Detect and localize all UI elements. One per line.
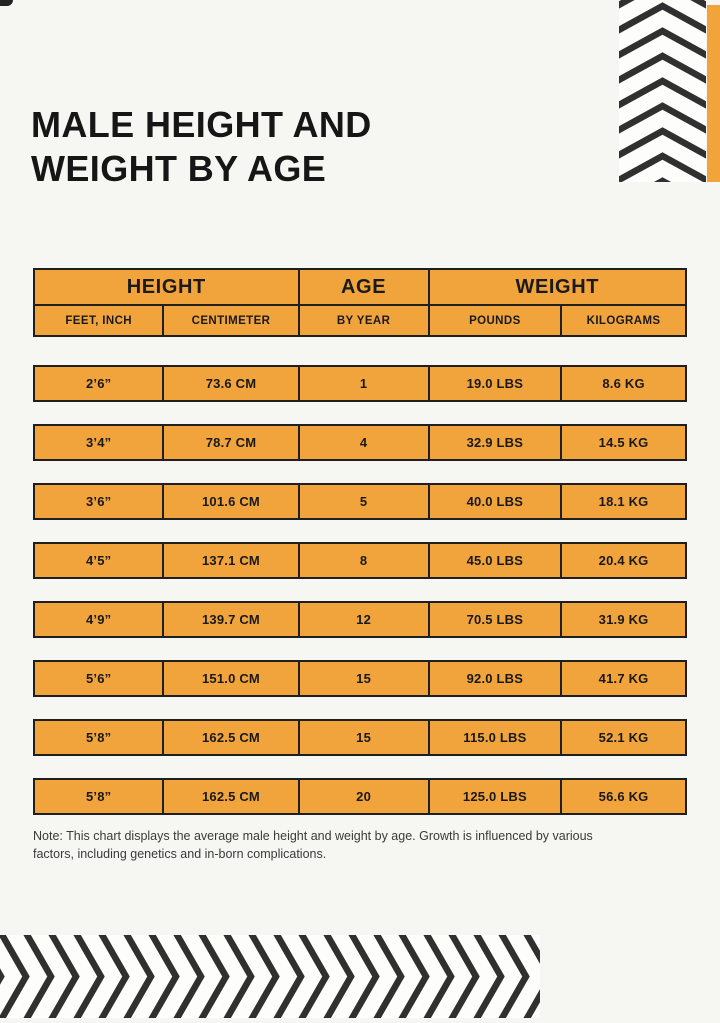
- cell-centimeter: 139.7 CM: [162, 603, 297, 636]
- cell-centimeter: 162.5 CM: [162, 721, 297, 754]
- chevron-right-pattern-icon: [0, 935, 540, 1018]
- cell-pounds: 115.0 LBS: [428, 721, 561, 754]
- cell-age: 15: [298, 662, 428, 695]
- header-group-height: HEIGHT: [126, 275, 206, 298]
- cell-pounds: 40.0 LBS: [428, 485, 561, 518]
- orange-accent-bar: [707, 5, 720, 182]
- cell-pounds: 125.0 LBS: [428, 780, 561, 813]
- cell-pounds: 19.0 LBS: [428, 367, 561, 400]
- header-group-age: AGE: [298, 270, 428, 304]
- cell-kilograms: 14.5 KG: [560, 426, 685, 459]
- header-col-kilograms: KILOGRAMS: [560, 306, 685, 335]
- cell-feet-inch: 2’6”: [86, 376, 112, 391]
- cell-feet-inch: 5’6”: [86, 671, 112, 686]
- chevron-up-pattern-icon: [619, 0, 706, 182]
- footnote: Note: This chart displays the average male height and weight by age. Growth is influenced by various factors, including genetics and in-born complications.: [33, 829, 593, 861]
- table-row: [33, 542, 687, 579]
- header-col-centimeter: CENTIMETER: [162, 306, 297, 335]
- header-col-feet-inch: FEET, INCH: [65, 314, 132, 327]
- cell-pounds: 45.0 LBS: [428, 544, 561, 577]
- table-row: [33, 483, 687, 520]
- cell-kilograms: 18.1 KG: [560, 485, 685, 518]
- cell-age: 15: [298, 721, 428, 754]
- cell-kilograms: 41.7 KG: [560, 662, 685, 695]
- cell-pounds: 70.5 LBS: [428, 603, 561, 636]
- cell-kilograms: 20.4 KG: [560, 544, 685, 577]
- cell-age: 8: [298, 544, 428, 577]
- cell-kilograms: 31.9 KG: [560, 603, 685, 636]
- cell-kilograms: 8.6 KG: [560, 367, 685, 400]
- cell-age: 20: [298, 780, 428, 813]
- page-title-line1: MALE HEIGHT AND: [31, 104, 372, 145]
- height-weight-table: [33, 268, 687, 815]
- table-row: [33, 660, 687, 697]
- cell-feet-inch: 5’8”: [86, 730, 112, 745]
- cell-age: 4: [298, 426, 428, 459]
- table-row: [33, 424, 687, 461]
- cell-centimeter: 73.6 CM: [162, 367, 297, 400]
- page-title-line2: WEIGHT BY AGE: [31, 148, 327, 189]
- cell-pounds: 32.9 LBS: [428, 426, 561, 459]
- cell-age: 1: [298, 367, 428, 400]
- header-col-pounds: POUNDS: [428, 306, 561, 335]
- cell-centimeter: 137.1 CM: [162, 544, 297, 577]
- header-group-weight: WEIGHT: [428, 270, 685, 304]
- header-col-by-year: BY YEAR: [298, 306, 428, 335]
- table-header: [33, 268, 687, 337]
- table-row: [33, 719, 687, 756]
- table-row: [33, 778, 687, 815]
- cell-age: 5: [298, 485, 428, 518]
- cell-kilograms: 52.1 KG: [560, 721, 685, 754]
- cell-kilograms: 56.6 KG: [560, 780, 685, 813]
- table-row: [33, 365, 687, 402]
- cell-feet-inch: 3’4”: [86, 435, 112, 450]
- cell-centimeter: 162.5 CM: [162, 780, 297, 813]
- table-header-groups: [35, 270, 685, 306]
- cell-centimeter: 151.0 CM: [162, 662, 297, 695]
- cell-feet-inch: 4’9”: [86, 612, 112, 627]
- cell-pounds: 92.0 LBS: [428, 662, 561, 695]
- cell-feet-inch: 3’6”: [86, 494, 112, 509]
- cell-feet-inch: 4’5”: [86, 553, 112, 568]
- cell-age: 12: [298, 603, 428, 636]
- cell-centimeter: 78.7 CM: [162, 426, 297, 459]
- table-header-columns: [35, 306, 685, 335]
- corner-mark: [0, 0, 13, 6]
- cell-feet-inch: 5’8”: [86, 789, 112, 804]
- cell-centimeter: 101.6 CM: [162, 485, 297, 518]
- table-row: [33, 601, 687, 638]
- page-title: [31, 103, 372, 191]
